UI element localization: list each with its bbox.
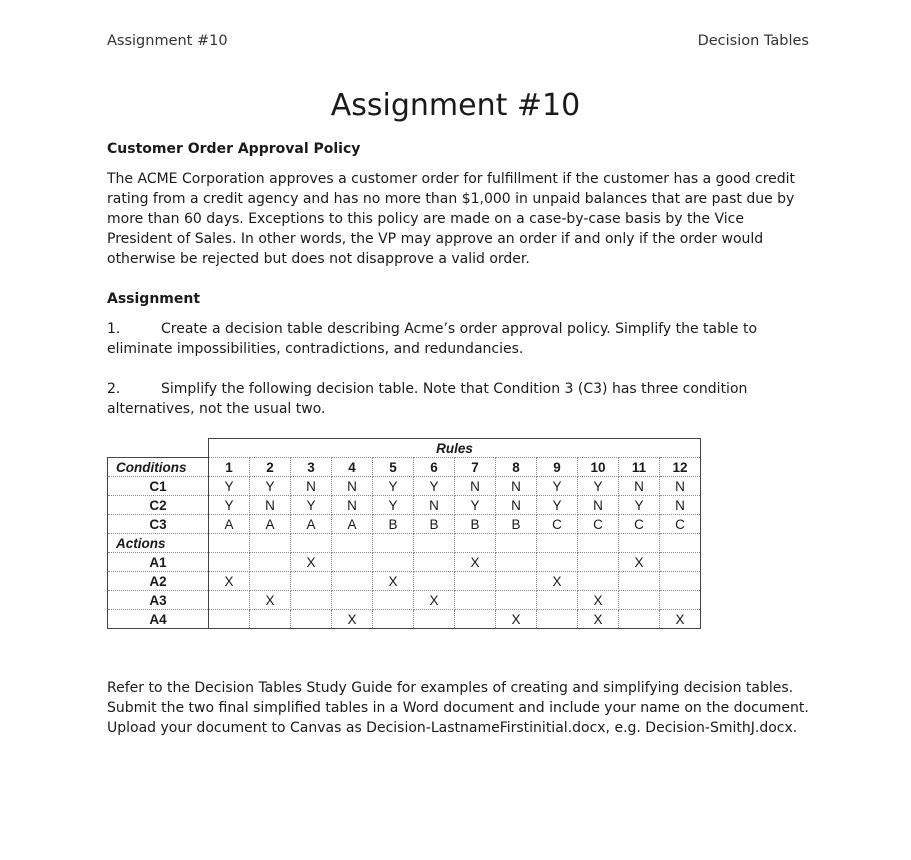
empty-cell bbox=[455, 534, 496, 553]
action-entry bbox=[537, 553, 578, 572]
policy-heading: Customer Order Approval Policy bbox=[107, 141, 361, 157]
action-entry bbox=[537, 591, 578, 610]
action-entry bbox=[578, 553, 619, 572]
corner-cell bbox=[108, 439, 209, 458]
document-body bbox=[107, 139, 812, 419]
condition-entry: C bbox=[660, 515, 701, 534]
empty-cell bbox=[291, 534, 332, 553]
action-entry bbox=[496, 553, 537, 572]
header-left: Assignment #10 bbox=[107, 33, 228, 49]
action-entry bbox=[291, 610, 332, 629]
action-entry bbox=[250, 553, 291, 572]
action-entry: X bbox=[537, 572, 578, 591]
action-entry bbox=[578, 572, 619, 591]
action-entry bbox=[332, 591, 373, 610]
rules-label: Rules bbox=[209, 439, 701, 458]
condition-entry: Y bbox=[209, 477, 250, 496]
action-entry bbox=[619, 572, 660, 591]
action-entry: X bbox=[578, 610, 619, 629]
empty-cell bbox=[578, 534, 619, 553]
action-name: A2 bbox=[108, 572, 209, 591]
condition-entry: N bbox=[332, 477, 373, 496]
condition-entry: N bbox=[619, 477, 660, 496]
rule-number: 1 bbox=[209, 458, 250, 477]
action-row bbox=[108, 610, 701, 629]
action-entry bbox=[373, 591, 414, 610]
condition-row bbox=[108, 515, 701, 534]
condition-entry: Y bbox=[455, 496, 496, 515]
condition-entry: N bbox=[578, 496, 619, 515]
action-entry bbox=[455, 591, 496, 610]
condition-entry: N bbox=[660, 496, 701, 515]
header-right: Decision Tables bbox=[697, 33, 809, 49]
condition-entry: N bbox=[496, 477, 537, 496]
condition-entry: Y bbox=[537, 477, 578, 496]
action-entry bbox=[209, 610, 250, 629]
action-entry: X bbox=[209, 572, 250, 591]
decision-table-wrapper bbox=[107, 438, 701, 629]
action-entry bbox=[660, 572, 701, 591]
condition-entry: A bbox=[332, 515, 373, 534]
action-entry bbox=[291, 572, 332, 591]
condition-entry: B bbox=[373, 515, 414, 534]
policy-body: The ACME Corporation approves a customer order for fulfillment if the customer has a good credit rating from a credit agency and has no more than $1,000 in unpaid balances that are past due by more than 60 days. Exceptions to this policy are made on a case-by-case basis by the Vice President of Sales. In other words, the VP may approve an order if and only if the order would otherwise be rejected but does not disapprove a valid order. bbox=[107, 171, 796, 267]
rule-number: 2 bbox=[250, 458, 291, 477]
rule-number: 12 bbox=[660, 458, 701, 477]
empty-cell bbox=[250, 534, 291, 553]
rule-number: 6 bbox=[414, 458, 455, 477]
condition-entry: Y bbox=[619, 496, 660, 515]
empty-cell bbox=[332, 534, 373, 553]
condition-name: C1 bbox=[108, 477, 209, 496]
condition-entry: N bbox=[250, 496, 291, 515]
condition-entry: Y bbox=[209, 496, 250, 515]
condition-entry: C bbox=[619, 515, 660, 534]
action-entry: X bbox=[373, 572, 414, 591]
decision-table bbox=[107, 438, 701, 629]
rule-number: 8 bbox=[496, 458, 537, 477]
condition-entry: B bbox=[414, 515, 455, 534]
condition-entry: Y bbox=[373, 496, 414, 515]
action-entry bbox=[332, 572, 373, 591]
condition-entry: A bbox=[209, 515, 250, 534]
action-entry bbox=[414, 553, 455, 572]
condition-entry: N bbox=[496, 496, 537, 515]
condition-entry: Y bbox=[537, 496, 578, 515]
action-entry bbox=[373, 610, 414, 629]
action-name: A3 bbox=[108, 591, 209, 610]
action-entry bbox=[414, 572, 455, 591]
action-entry bbox=[537, 610, 578, 629]
condition-entry: N bbox=[660, 477, 701, 496]
action-entry bbox=[496, 591, 537, 610]
item-text: Create a decision table describing Acme’s order approval policy. Simplify the table to eliminate impossibilities, contradictions, and redundancies. bbox=[107, 321, 758, 357]
condition-row bbox=[108, 477, 701, 496]
action-row bbox=[108, 572, 701, 591]
action-entry bbox=[373, 553, 414, 572]
action-entry bbox=[619, 610, 660, 629]
rule-number: 10 bbox=[578, 458, 619, 477]
empty-cell bbox=[537, 534, 578, 553]
condition-entry: A bbox=[250, 515, 291, 534]
item-number: 2. bbox=[107, 381, 121, 397]
action-row bbox=[108, 553, 701, 572]
condition-entry: A bbox=[291, 515, 332, 534]
condition-entry: Y bbox=[373, 477, 414, 496]
assignment-item-1 bbox=[107, 319, 812, 359]
action-name: A4 bbox=[108, 610, 209, 629]
condition-name: C2 bbox=[108, 496, 209, 515]
condition-entry: C bbox=[578, 515, 619, 534]
condition-entry: N bbox=[455, 477, 496, 496]
action-entry bbox=[250, 610, 291, 629]
condition-name: C3 bbox=[108, 515, 209, 534]
action-entry bbox=[414, 610, 455, 629]
footer-instructions: Refer to the Decision Tables Study Guide for examples of creating and simplifying decision tables. Submit the two final simplified tables in a Word document and include your name on the document. Upload your document to Canvas as Decision-LastnameFirstinitial.docx, e.g. Decision-SmithJ.docx. bbox=[107, 680, 809, 736]
item-text: Simplify the following decision table. Note that Condition 3 (C3) has three condition alternatives, not the usual two. bbox=[107, 381, 748, 417]
action-entry bbox=[209, 591, 250, 610]
action-entry: X bbox=[660, 610, 701, 629]
rules-header-row bbox=[108, 439, 701, 458]
condition-entry: N bbox=[414, 496, 455, 515]
item-number: 1. bbox=[107, 321, 121, 337]
rule-number: 9 bbox=[537, 458, 578, 477]
action-entry: X bbox=[578, 591, 619, 610]
condition-entry: Y bbox=[414, 477, 455, 496]
rule-number: 7 bbox=[455, 458, 496, 477]
empty-cell bbox=[496, 534, 537, 553]
action-entry bbox=[496, 572, 537, 591]
rule-number: 3 bbox=[291, 458, 332, 477]
rule-number: 5 bbox=[373, 458, 414, 477]
assignment-item-2 bbox=[107, 379, 812, 419]
assignment-heading: Assignment bbox=[107, 291, 201, 307]
page-title: Assignment #10 bbox=[330, 88, 581, 123]
action-entry bbox=[619, 591, 660, 610]
action-entry bbox=[332, 553, 373, 572]
condition-entry: B bbox=[496, 515, 537, 534]
empty-cell bbox=[660, 534, 701, 553]
rule-number: 4 bbox=[332, 458, 373, 477]
empty-cell bbox=[414, 534, 455, 553]
empty-cell bbox=[619, 534, 660, 553]
action-entry bbox=[660, 553, 701, 572]
action-name: A1 bbox=[108, 553, 209, 572]
condition-entry: Y bbox=[250, 477, 291, 496]
condition-entry: N bbox=[291, 477, 332, 496]
action-entry bbox=[250, 572, 291, 591]
action-entry bbox=[660, 591, 701, 610]
action-entry: X bbox=[414, 591, 455, 610]
condition-entry: Y bbox=[291, 496, 332, 515]
action-entry: X bbox=[619, 553, 660, 572]
action-entry: X bbox=[332, 610, 373, 629]
action-row bbox=[108, 591, 701, 610]
action-entry bbox=[455, 572, 496, 591]
action-entry: X bbox=[496, 610, 537, 629]
action-entry bbox=[291, 591, 332, 610]
action-entry: X bbox=[291, 553, 332, 572]
action-entry bbox=[455, 610, 496, 629]
condition-entry: Y bbox=[578, 477, 619, 496]
action-entry bbox=[209, 553, 250, 572]
rule-numbers-row bbox=[108, 458, 701, 477]
condition-entry: B bbox=[455, 515, 496, 534]
condition-row bbox=[108, 496, 701, 515]
actions-label: Actions bbox=[108, 534, 209, 553]
empty-cell bbox=[373, 534, 414, 553]
rule-number: 11 bbox=[619, 458, 660, 477]
action-entry: X bbox=[455, 553, 496, 572]
action-entry: X bbox=[250, 591, 291, 610]
condition-entry: C bbox=[537, 515, 578, 534]
actions-header-row bbox=[108, 534, 701, 553]
empty-cell bbox=[209, 534, 250, 553]
condition-entry: N bbox=[332, 496, 373, 515]
conditions-label: Conditions bbox=[108, 458, 209, 477]
